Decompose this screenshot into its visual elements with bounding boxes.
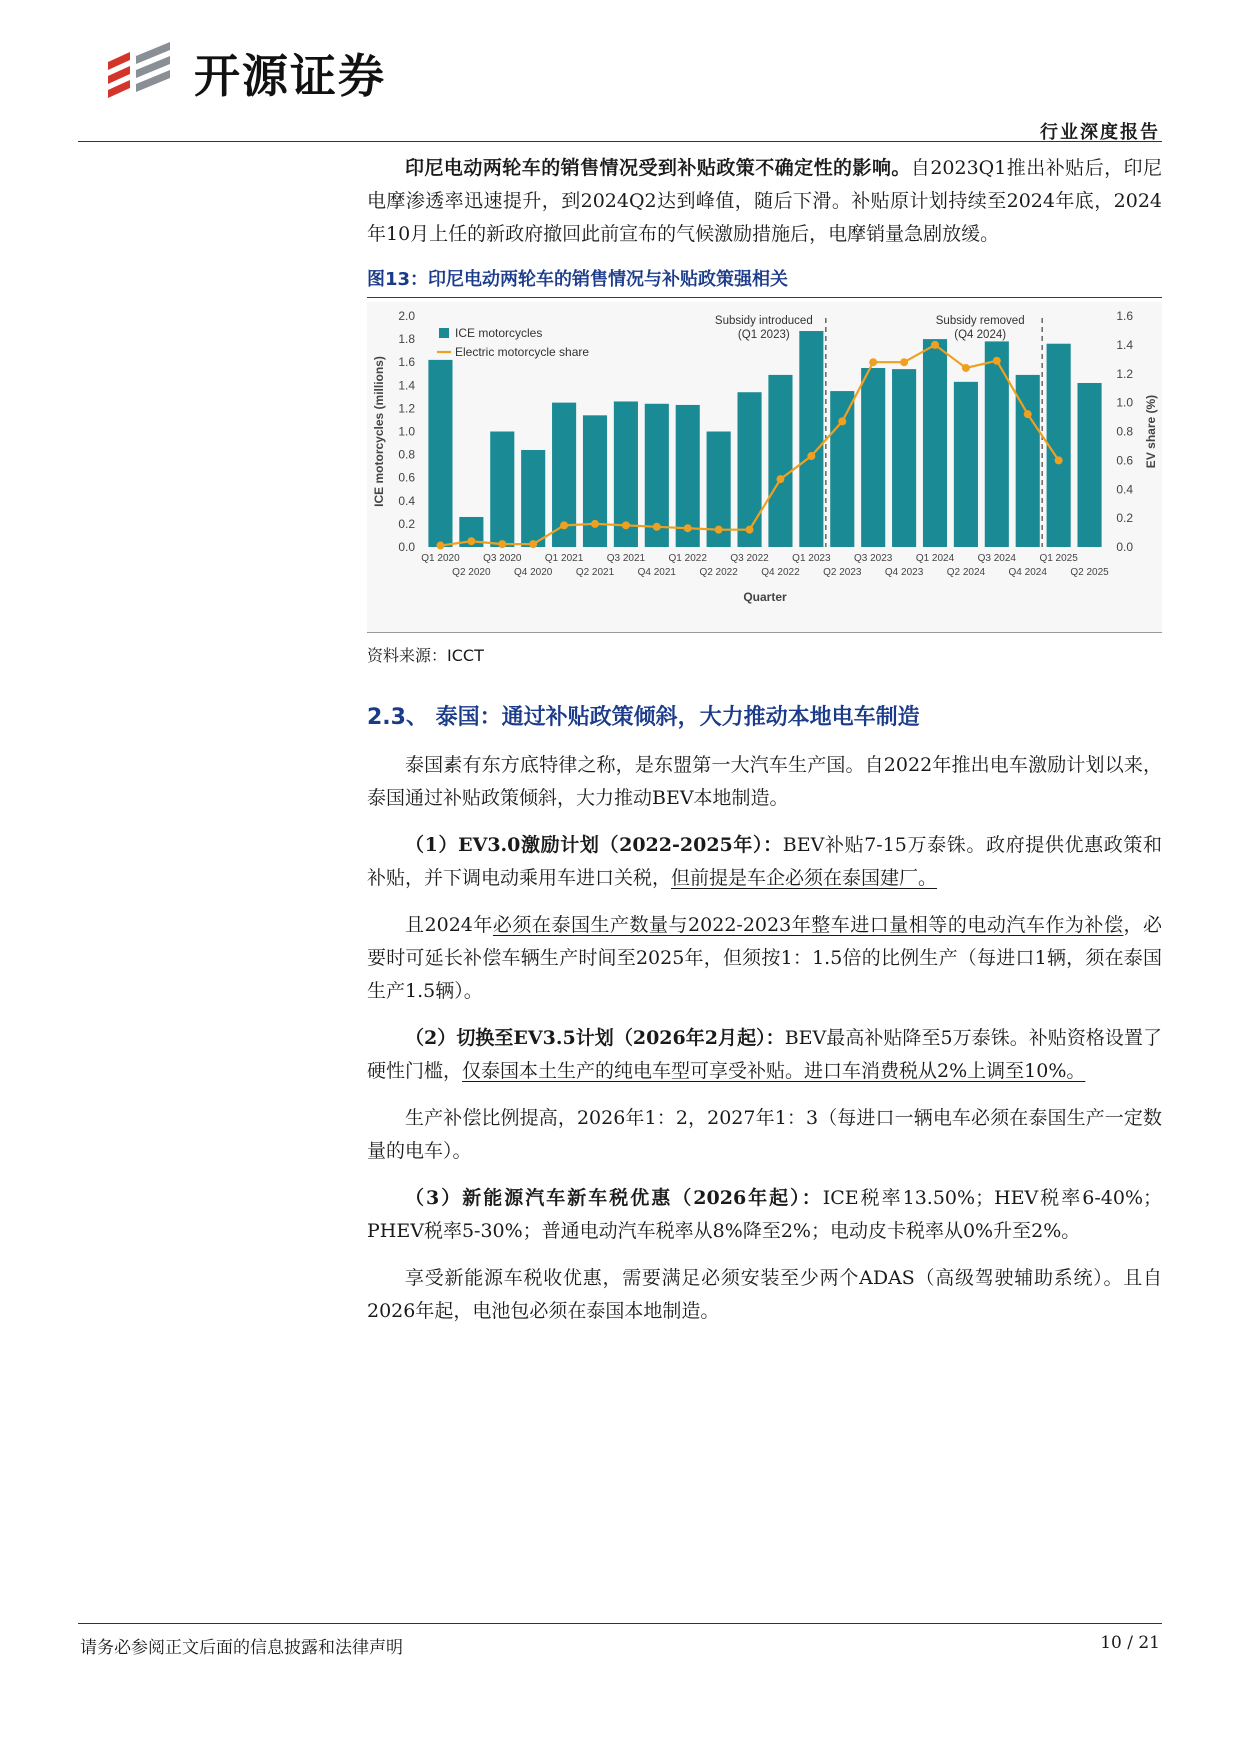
paragraph-heading: （1）EV3.0激励计划（2022-2025年）： — [405, 834, 783, 856]
body-paragraph — [367, 1022, 1162, 1088]
annotation-label: Subsidy introduced — [714, 315, 813, 327]
ev-share-point — [684, 524, 692, 532]
x-tick-label: Q4 2021 — [637, 567, 677, 578]
annotation-sublabel: (Q1 2023) — [737, 329, 790, 341]
intro-bold: 印尼电动两轮车的销售情况受到补贴政策不确定性的影响。 — [405, 157, 911, 179]
x-tick-label: Q2 2023 — [823, 567, 862, 578]
paragraph-heading: （2）切换至EV3.5计划（2026年2月起）： — [405, 1027, 785, 1049]
body-paragraph — [367, 749, 1162, 815]
y2-tick-label: 0.6 — [1116, 453, 1133, 468]
y-tick-label: 0.4 — [398, 493, 415, 508]
y-tick-label: 0.2 — [398, 516, 415, 531]
logo-mark-icon — [100, 38, 180, 108]
ev-share-point — [869, 358, 877, 366]
section-title: 2.3、 泰国：通过补贴政策倾斜，大力推动本地电车制造 — [367, 705, 920, 730]
ev-share-point — [962, 364, 970, 372]
paragraph-text: BEV补贴7-15万泰铢。政府提供优惠政策和补贴，并下调电动乘用车进口关税， — [367, 834, 1162, 889]
ev-share-point — [900, 358, 908, 366]
underlined-text: 仅泰国本土生产的纯电车型可享受补贴。进口车消费税从2%上调至10%。 — [462, 1060, 1086, 1082]
ice-bar — [1047, 344, 1071, 547]
ev-share-point — [993, 357, 1001, 365]
paragraph-heading: （3）新能源汽车新车税优惠（2026年起）： — [405, 1187, 823, 1209]
x-tick-label: Q3 2024 — [977, 553, 1017, 564]
y-tick-label: 0.8 — [398, 447, 415, 462]
page-number: 10 / 21 — [1100, 1633, 1160, 1653]
body-paragraphs — [367, 749, 1162, 1328]
paragraph-text: 生产补偿比例提高，2026年1：2，2027年1：3（每进口一辆电车必须在泰国生产一定数量的电车）。 — [367, 1107, 1162, 1162]
x-tick-label: Q3 2020 — [483, 553, 522, 564]
y-axis-label: ICE motorcycles (millions) — [372, 356, 386, 507]
y-tick-label: 1.8 — [398, 332, 415, 347]
report-type: 行业深度报告 — [1040, 122, 1160, 143]
x-tick-label: Q4 2022 — [761, 567, 800, 578]
ev-share-point — [653, 523, 661, 531]
ice-bar — [923, 339, 947, 547]
company-logo — [100, 38, 386, 108]
chart-container — [367, 302, 1162, 633]
body-paragraph — [367, 1182, 1162, 1248]
x-tick-label: Q1 2022 — [668, 553, 707, 564]
figure-source: 资料来源：ICCT — [367, 646, 484, 665]
figure-title: 图13：印尼电动两轮车的销售情况与补贴政策强相关 — [367, 265, 1162, 298]
ice-bar — [521, 450, 545, 547]
paragraph-text: 泰国素有东方底特律之称，是东盟第一大汽车生产国。自2022年推出电车激励计划以来，泰国通过补贴政策倾斜，大力推动BEV本地制造。 — [367, 754, 1162, 809]
ev-share-point — [622, 521, 630, 529]
paragraph-text: 且2024年 — [405, 914, 493, 936]
footer-disclaimer: 请务必参阅正文后面的信息披露和法律声明 — [80, 1638, 403, 1658]
ice-bar — [892, 369, 916, 547]
main-content — [367, 152, 1162, 1342]
logo-text: 开源证券 — [194, 49, 386, 103]
ice-bar — [768, 375, 792, 547]
footer-divider — [78, 1623, 1162, 1624]
x-tick-label: Q3 2021 — [606, 553, 646, 564]
ice-bar — [799, 331, 823, 547]
ev-share-point — [591, 520, 599, 528]
y-tick-label: 1.4 — [398, 378, 415, 393]
legend-label-ev: Electric motorcycle share — [455, 345, 590, 359]
x-tick-label: Q2 2022 — [699, 567, 738, 578]
annotation-sublabel: (Q4 2024) — [954, 329, 1007, 341]
annotation-label: Subsidy removed — [935, 315, 1025, 327]
ev-share-point — [715, 526, 723, 534]
x-tick-label: Q4 2024 — [1008, 567, 1047, 578]
x-tick-label: Q4 2020 — [513, 567, 553, 578]
y2-tick-label: 1.4 — [1116, 337, 1133, 352]
x-tick-label: Q1 2020 — [421, 553, 460, 564]
ev-share-point — [807, 452, 815, 460]
intro-text: 自2023Q1推出补贴后，印尼电摩渗透率迅速提升，到2024Q2达到峰值，随后下滑。补贴原计划持续至2024年底，2024年10月上任的新政府撤回此前宣布的气候激励措施后，电摩销量急剧放缓。 — [367, 157, 1162, 245]
body-paragraph — [367, 1102, 1162, 1168]
legend-label-ice: ICE motorcycles — [455, 326, 543, 340]
x-tick-label: Q2 2024 — [946, 567, 986, 578]
x-tick-label: Q1 2021 — [544, 553, 584, 564]
y2-tick-label: 0.8 — [1116, 424, 1133, 439]
paragraph-text: ，必要时可延长补偿车辆生产时间至2025年，但须按1：1.5倍的比例生产（每进口1辆，须在泰国生产1.5辆）。 — [367, 914, 1162, 1002]
x-tick-label: Q2 2020 — [452, 567, 491, 578]
y2-axis-label: EV share (%) — [1144, 394, 1158, 469]
ice-bar — [490, 432, 514, 548]
ev-share-point — [436, 542, 444, 550]
ice-bar — [1077, 383, 1101, 547]
y2-tick-label: 1.0 — [1116, 395, 1133, 410]
ev-share-point — [529, 540, 537, 548]
x-tick-label: Q1 2024 — [915, 553, 955, 564]
legend-swatch-ice — [439, 328, 449, 338]
ice-bar — [954, 382, 978, 547]
ev-share-point — [931, 341, 939, 349]
body-paragraph — [367, 829, 1162, 895]
ice-ev-chart — [367, 302, 1162, 632]
ice-bar — [830, 391, 854, 547]
x-tick-label: Q2 2025 — [1070, 567, 1109, 578]
y-tick-label: 2.0 — [398, 309, 415, 323]
ev-share-point — [1024, 410, 1032, 418]
y2-tick-label: 0.0 — [1116, 540, 1133, 554]
ev-share-point — [746, 526, 754, 534]
paragraph-text: ICE税率13.50%；HEV税率6-40%；PHEV税率5-30%；普通电动汽车税率从8%降至2%；电动皮卡税率从0%升至2%。 — [367, 1187, 1162, 1242]
y-tick-label: 0.6 — [398, 470, 415, 485]
underlined-text: 必须在泰国生产数量与2022-2023年整车进口量相等的电动汽车作为补偿 — [492, 914, 1124, 936]
ev-share-point — [467, 537, 475, 545]
ice-bar — [985, 341, 1009, 547]
ev-share-point — [560, 521, 568, 529]
intro-paragraph — [367, 152, 1162, 251]
ev-share-point — [498, 540, 506, 548]
underlined-text: 但前提是车企必须在泰国建厂。 — [671, 867, 938, 889]
y-tick-label: 1.6 — [398, 355, 415, 370]
y-tick-label: 0.0 — [398, 540, 415, 554]
x-tick-label: Q4 2023 — [884, 567, 924, 578]
body-paragraph — [367, 1262, 1162, 1328]
paragraph-text: BEV最高补贴降至5万泰铢。补贴资格设置了硬性门槛， — [367, 1027, 1162, 1082]
x-tick-label: Q3 2022 — [730, 553, 769, 564]
y2-tick-label: 1.6 — [1116, 309, 1133, 323]
ice-bar — [861, 368, 885, 547]
y-tick-label: 1.2 — [398, 401, 415, 416]
ice-bar — [737, 392, 761, 547]
header-divider — [78, 141, 1162, 142]
body-paragraph — [367, 909, 1162, 1008]
y2-tick-label: 1.2 — [1116, 366, 1133, 381]
ev-share-point — [1055, 456, 1063, 464]
ev-share-point — [838, 417, 846, 425]
x-tick-label: Q1 2023 — [792, 553, 831, 564]
ev-share-point — [776, 475, 784, 483]
y-tick-label: 1.0 — [398, 424, 415, 439]
y2-tick-label: 0.4 — [1116, 482, 1133, 497]
ice-bar — [428, 360, 452, 547]
x-tick-label: Q2 2021 — [575, 567, 615, 578]
x-tick-label: Q3 2023 — [853, 553, 893, 564]
x-tick-label: Q1 2025 — [1039, 553, 1078, 564]
x-axis-label: Quarter — [743, 590, 787, 604]
paragraph-text: 享受新能源车税收优惠，需要满足必须安装至少两个ADAS（高级驾驶辅助系统）。且自2026年起，电池包必须在泰国本地制造。 — [367, 1267, 1162, 1322]
y2-tick-label: 0.2 — [1116, 511, 1133, 526]
